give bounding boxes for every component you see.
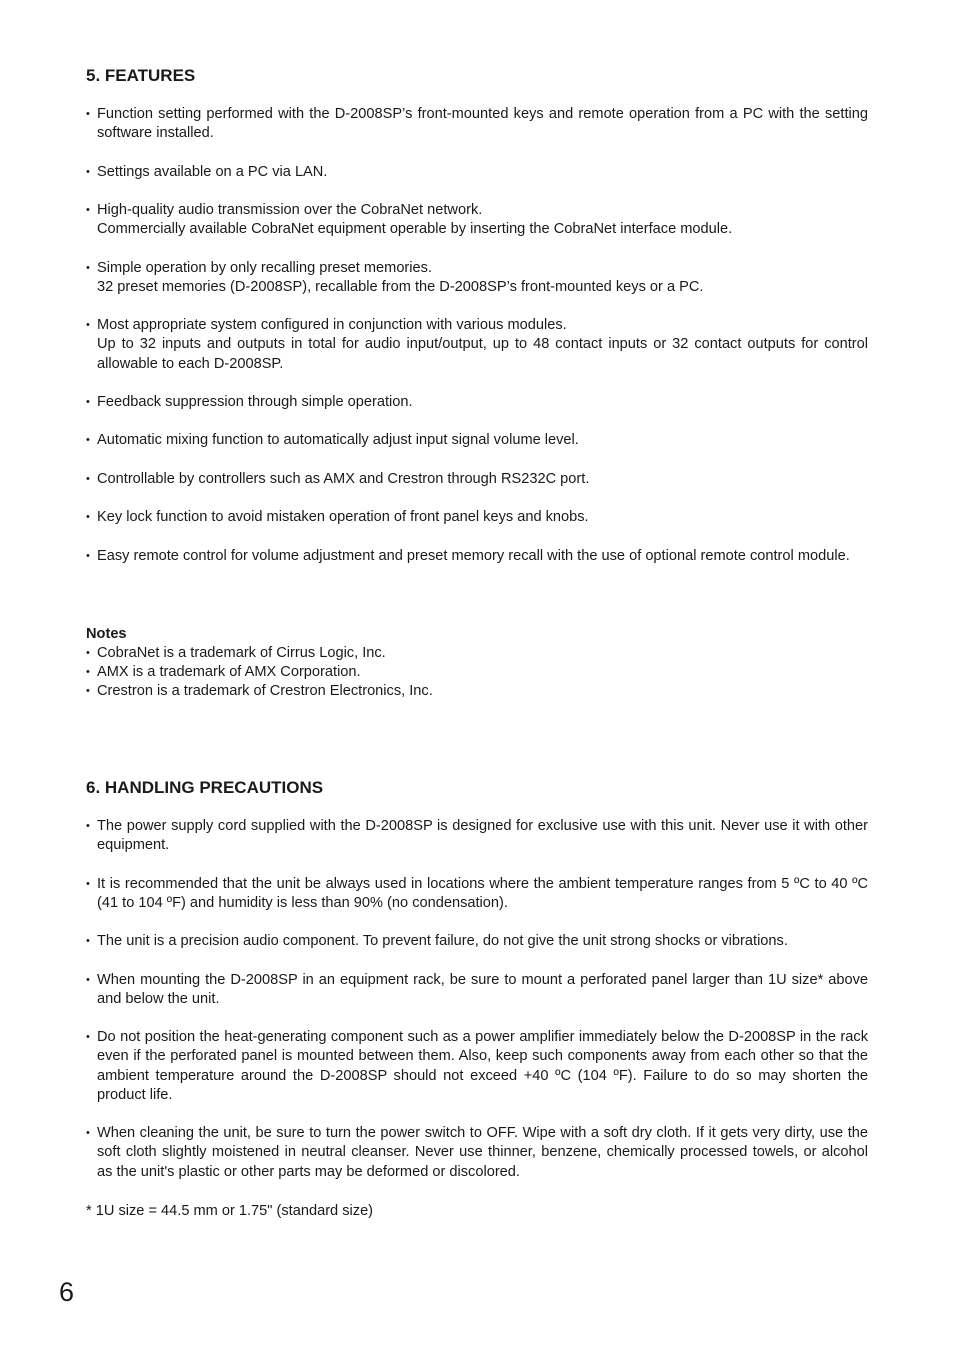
list-item: • Key lock function to avoid mistaken operation of front panel keys and knobs. bbox=[86, 508, 868, 527]
list-item: • Settings available on a PC via LAN. bbox=[86, 163, 868, 182]
list-item: • Function setting performed with the D-2008SP’s front-mounted keys and remote operation from a PC with the setting software installed. bbox=[86, 105, 868, 143]
list-item: • Controllable by controllers such as AMX and Crestron through RS232C port. bbox=[86, 470, 868, 489]
list-item: • Feedback suppression through simple operation. bbox=[86, 393, 868, 412]
note-item: • Crestron is a trademark of Crestron Electronics, Inc. bbox=[86, 682, 868, 701]
precautions-list bbox=[86, 817, 868, 1201]
note-item: • CobraNet is a trademark of Cirrus Logic, Inc. bbox=[86, 644, 868, 663]
features-list bbox=[86, 105, 868, 585]
list-item: • When cleaning the unit, be sure to turn the power switch to OFF. Wipe with a soft dry cloth. If it gets very dirty, use the soft cloth slightly moistened in neutral cleanser. Never use thinner, benzene, chemically processed towels, or alcohol as the unit's plastic or other parts may be deformed or discolored. bbox=[86, 1124, 868, 1182]
list-item: • Most appropriate system configured in conjunction with various modules. Up to 32 inputs and outputs in total for audio input/output, up to 48 contact inputs or 32 contact outputs for control allowable to each D-2008SP. bbox=[86, 316, 868, 374]
notes-title: Notes bbox=[86, 626, 127, 642]
list-item: • Automatic mixing function to automatically adjust input signal volume level. bbox=[86, 431, 868, 450]
footnote: * 1U size = 44.5 mm or 1.75" (standard size) bbox=[86, 1203, 374, 1219]
list-item: • The power supply cord supplied with the D-2008SP is designed for exclusive use with this unit. Never use it with other equipment. bbox=[86, 817, 868, 855]
features-heading: 5. FEATURES bbox=[86, 66, 196, 85]
list-item: • The unit is a precision audio component. To prevent failure, do not give the unit strong shocks or vibrations. bbox=[86, 932, 868, 951]
list-item: • It is recommended that the unit be always used in locations where the ambient temperature ranges from 5 ºC to 40 ºC (41 to 104 ºF) and humidity is less than 90% (no condensation). bbox=[86, 875, 868, 913]
notes-list bbox=[86, 644, 868, 702]
list-item: • High-quality audio transmission over the CobraNet network. Commercially available CobraNet equipment operable by inserting the CobraNet interface module. bbox=[86, 201, 868, 239]
page-number: 6 bbox=[59, 1277, 75, 1307]
list-item: • Simple operation by only recalling preset memories. 32 preset memories (D-2008SP), recallable from the D-2008SP’s front-mounted keys or a PC. bbox=[86, 259, 868, 297]
precautions-heading: 6. HANDLING PRECAUTIONS bbox=[86, 778, 324, 797]
list-item: • Easy remote control for volume adjustment and preset memory recall with the use of optional remote control module. bbox=[86, 547, 868, 566]
list-item: • When mounting the D-2008SP in an equipment rack, be sure to mount a perforated panel larger than 1U size* above and below the unit. bbox=[86, 971, 868, 1009]
list-item: • Do not position the heat-generating component such as a power amplifier immediately below the D-2008SP in the rack even if the perforated panel is mounted between them. Also, keep such components away from each other so that the ambient temperature around the D-2008SP should not exceed +40 ºC (104 ºF). Failure to do so may shorten the product life. bbox=[86, 1028, 868, 1105]
note-item: • AMX is a trademark of AMX Corporation. bbox=[86, 663, 868, 682]
